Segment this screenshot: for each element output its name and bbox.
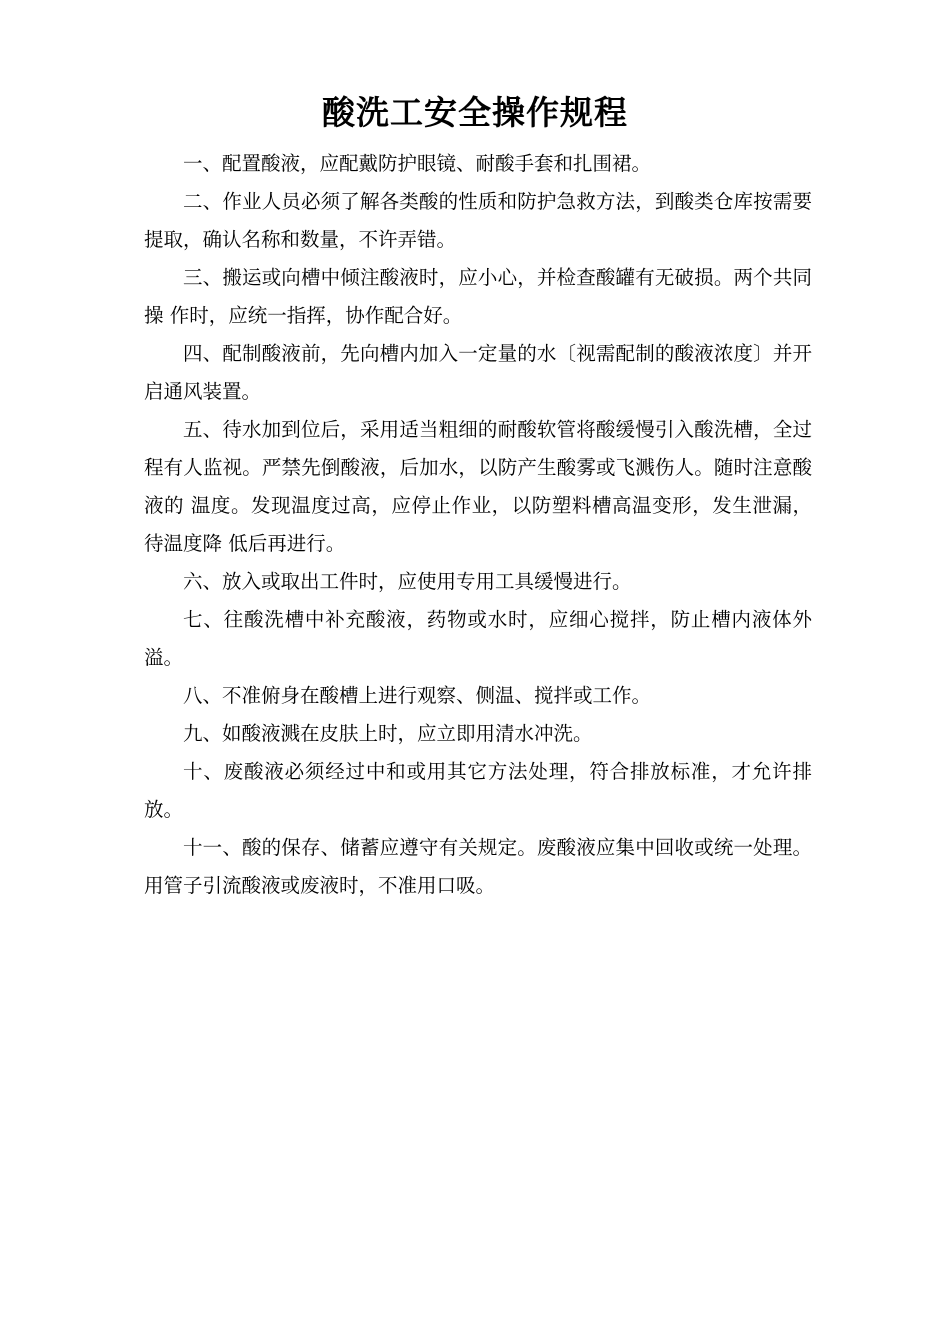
rule-paragraph-6: 六、放入或取出工件时，应使用专用工具缓慢进行。	[183, 570, 632, 593]
rule-paragraph-1: 一、配置酸液，应配戴防护眼镜、耐酸手套和扎围裙。	[183, 152, 652, 175]
rule-paragraph-9: 九、如酸液溅在皮肤上时，应立即用清水冲洗。	[183, 722, 593, 745]
rule-paragraph-3: 三、搬运或向槽中倾注酸液时，应小心，并检查酸罐有无破损。两个共同操 作时，应统一指挥，协作配合好。	[144, 266, 812, 327]
rule-paragraph-4: 四、配制酸液前，先向槽内加入一定量的水〔视需配制的酸液浓度〕并开启通风装置。	[144, 342, 812, 403]
document-body	[144, 145, 812, 905]
rule-paragraph-2: 二、作业人员必须了解各类酸的性质和防护急救方法，到酸类仓库按需要提取，确认名称和数量，不许弄错。	[144, 190, 812, 251]
document-title: 酸洗工安全操作规程	[322, 93, 628, 132]
rule-paragraph-8: 八、不准俯身在酸槽上进行观察、侧温、搅拌或工作。	[183, 684, 652, 707]
rule-paragraph-7: 七、往酸洗槽中补充酸液，药物或水时，应细心搅拌，防止槽内液体外溢。	[144, 608, 812, 669]
rule-paragraph-10: 十、废酸液必须经过中和或用其它方法处理，符合排放标准，才允许排放。	[144, 760, 812, 821]
rule-paragraph-11: 十一、酸的保存、储蓄应遵守有关规定。废酸液应集中回收或统一处理。用管子引流酸液或废液时，不准用口吸。	[144, 836, 812, 897]
rule-paragraph-5: 五、待水加到位后，采用适当粗细的耐酸软管将酸缓慢引入酸洗槽，全过程有人监视。严禁先倒酸液，后加水，以防产生酸雾或飞溅伤人。随时注意酸液的 温度。发现温度过高，应停止作业，以防塑料槽高温变形，发生泄漏，待温度降 低后再进行。	[144, 418, 812, 555]
